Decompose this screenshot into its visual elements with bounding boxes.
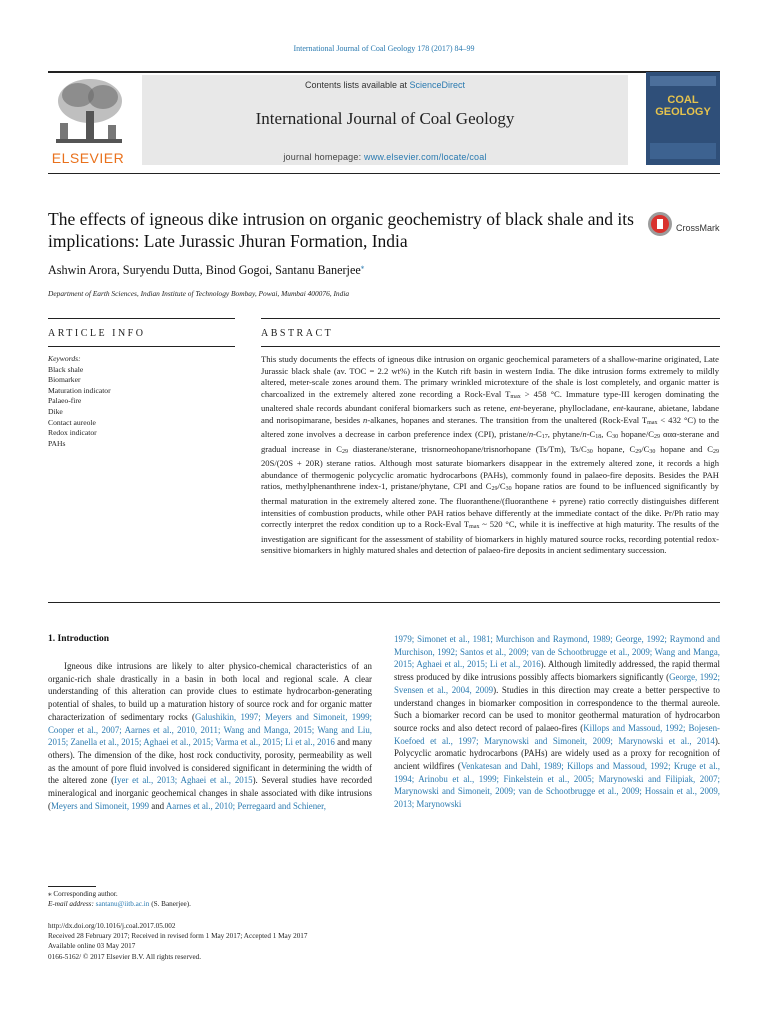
keywords-label: Keywords: [48, 354, 81, 363]
corresponding-author-mark[interactable]: ⁎ [360, 263, 365, 271]
crossmark-icon[interactable] [648, 212, 672, 236]
journal-homepage-line [142, 152, 628, 162]
abstract-text: This study documents the effects of igneous dike intrusion on organic geochemical parameters of a shallow-marine originated, Late Jurassic black shale (av. TOC = 2.2 wt%) in the Kutch rift basin in western India. The dike intrusion forms extremely to mildly altered, meter-scale zones around them. The primary wrinkled microtexture of the shale is lost completely, and organic matter is charcoalized in the extremely altered zone recording a Rock-Eval Tmax > 458 °C. Immature type-III kerogen dominating the unaltered shale records abundant coniferal biomarkers such as retene, ent-beyerane, phyllocladane, ent-kaurane, abietane, labdane and norisopimarane, besides n-alkanes, hopanes and steranes. The transition from the unaltered (Rock-Eval Tmax < 432 °C) to the altered zone involves a decrease in carbon preference index (CPI), pristane/n-C17, phytane/n-C18, C30 hopane/C29 ααα-sterane and gradual increase in C29 diasterane/sterane, trisnorneohopane/trisnorhopane (Ts/Tm), Ts/C30 hopane, C29/C30 hopane and C29 20S/(20S + 20R) sterane ratios. Although most saturate biomarkers disappear in the extremely altered zone, it records a high abundance of thermogenic polycyclic aromatic hydrocarbons (PAHs), commonly found in palaeo-fire deposits. Besides the PAH ratios, methylphenanthrene index-1, pristane/phytane, CPI and C29/C30 hopane ratios are found to be influenced significantly by thermal maturation in the extremely altered zone. The fluoranthene/(fluoranthene + pyrene) ratio correctly distinguishes different intensities of combustion products, while other PAH ratios behave differently at the immediate contact of the dike. Pr/Ph ratio may correctly interpret the redox condition up to a Rock-Eval Tmax ~ 520 °C, while it is ineffective at high maturity. The results of the investigation are significant for the assessment of stability of biomarkers in highly matured source rocks, recording potential redox-sensitive biomarkers in highly matured shales and detection of palaeo-fire deposits in ancient sedimentary succession. [261, 354, 720, 556]
email-note [48, 900, 191, 908]
received-dates: Received 28 February 2017; Received in revised form 1 May 2017; Accepted 1 May 2017 [48, 932, 308, 940]
keyword-item: Palaeo-fire [48, 396, 82, 406]
cover-top-band [650, 76, 716, 86]
abstract-top-rule [261, 318, 720, 319]
cover-bottom-band [650, 143, 716, 159]
cover-title: COAL GEOLOGY [655, 94, 711, 118]
introduction-heading: 1. Introduction [48, 634, 110, 644]
abstract-bottom-rule [48, 602, 720, 603]
keyword-item: Redox indicator [48, 428, 97, 438]
email-label: E-mail address: [48, 900, 96, 908]
abstract-mid-rule [261, 346, 720, 347]
keyword-item: PAHs [48, 438, 66, 448]
author-affiliation: Department of Earth Sciences, Indian Institute of Technology Bombay, Powai, Mumbai 400076, India [48, 289, 350, 298]
keyword-item: Contact aureole [48, 417, 96, 427]
footnote-rule [48, 886, 96, 887]
contents-available-line [142, 80, 628, 90]
homepage-prefix: journal homepage: [283, 152, 364, 162]
header-bottom-rule [48, 173, 720, 174]
crossmark-label[interactable]: CrossMark [676, 223, 720, 233]
keywords-list [48, 354, 234, 449]
article-info-top-rule [48, 318, 235, 319]
article-info-heading: ARTICLE INFO [48, 328, 146, 339]
doi-link[interactable]: http://dx.doi.org/10.1016/j.coal.2017.05.002 [48, 922, 176, 930]
elsevier-wordmark: ELSEVIER [51, 150, 125, 166]
author-list [48, 263, 364, 278]
author-names: Ashwin Arora, Suryendu Dutta, Binod Gogoi, Santanu Banerjee [48, 263, 361, 278]
email-link[interactable]: santanu@iitb.ac.in [95, 900, 150, 908]
contents-prefix: Contents lists available at [304, 80, 410, 90]
corresponding-author-note: ⁎ Corresponding author. [48, 890, 118, 898]
copyright-line: 0166-5162/ © 2017 Elsevier B.V. All rights reserved. [48, 953, 202, 961]
running-head[interactable]: International Journal of Coal Geology 178 (2017) 84–99 [293, 44, 475, 53]
sciencedirect-link[interactable]: ScienceDirect [409, 80, 466, 90]
header-top-rule [48, 71, 720, 73]
keyword-item: Black shale [48, 364, 84, 374]
introduction-left-column: Igneous dike intrusions are likely to alter physico-chemical characteristics of an organic-rich shale drastically in a basin in both local and regional scale. A clear understanding of this alteration can provide clues to estimate hydrocarbon-generating potential of shales, to build up a maturation history of source rock and for organic matter characterization of sedimentary rocks (Galushikin, 1997; Meyers and Simoneit, 1999; Cooper et al., 2007; Aarnes et al., 2010, 2011; Wang and Manga, 2015; Wang and Liu, 2015; Zanella et al., 2015; Aghaei et al., 2015; Varma et al., 2015; Li et al., 2016 and many others). The dimension of the dike, host rock conductivity, porosity, permeability as well as the amount of pore fluid involved is considered significant in determining the width of the altered zone (Iyer et al., 2013; Aghaei et al., 2015). Several studies have recorded mineralogical and inorganic geochemical changes in shale associated with dike intrusions (Meyers and Simoneit, 1999 and Aarnes et al., 2010; Perregaard and Schiener, [48, 661, 373, 811]
keyword-item: Maturation indicator [48, 385, 111, 395]
available-online-date: Available online 03 May 2017 [48, 942, 136, 950]
journal-cover-image[interactable] [646, 72, 720, 165]
article-info-mid-rule [48, 346, 235, 347]
email-suffix: (S. Banerjee). [149, 900, 191, 908]
crossmark-bookmark-shape [657, 219, 663, 229]
keyword-item: Dike [48, 406, 63, 416]
journal-homepage-link[interactable]: www.elsevier.com/locate/coal [364, 152, 487, 162]
journal-name: International Journal of Coal Geology [255, 109, 515, 128]
article-title: The effects of igneous dike intrusion on organic geochemistry of black shale and its implications: Late Jurassic Jhuran Formation, India [48, 209, 634, 251]
introduction-right-column: 1979; Simonet et al., 1981; Murchison and Raymond, 1989; George, 1992; Raymond and Murchison, 1992; Santos et al., 2009; van de Schootbrugge et al., 2009; Wang and Manga, 2015; Aghaei et al., 2015; Li et al., 2016). Although limitedly addressed, the rapid thermal stress produced by dike intrusions possibly affects biomarkers significantly (George, 1992; Svensen et al., 2004, 2009). Studies in this direction may create a better perspective to understand changes in biomarker composition in correspondence to the thermal aureole. Such a biomarker record can be used to monitor geothermal maturation of hydrocarbon source rocks and also detect record of palaeo-fires (Killops and Massoud, 1992; Bojesen-Koefoed et al., 1997; Marynowski and Simoneit, 2009; Marynowski et al., 2014). Polycyclic aromatic hydrocarbons (PAHs) are widely used as a proxy for recognition of ancient wildfires (Venkatesan and Dahl, 1989; Killops and Massoud, 1992; Kruge et al., 1994; Arinobu et al., 1999; Finkelstein et al., 2005; Marynowski and Filipiak, 2007; Marynowski and Simoneit, 2009; van de Schootbrugge et al., 2009; Hossain et al., 2009, 2013; Marynowski [394, 634, 720, 810]
keyword-item: Biomarker [48, 375, 81, 385]
abstract-heading: ABSTRACT [261, 328, 334, 339]
